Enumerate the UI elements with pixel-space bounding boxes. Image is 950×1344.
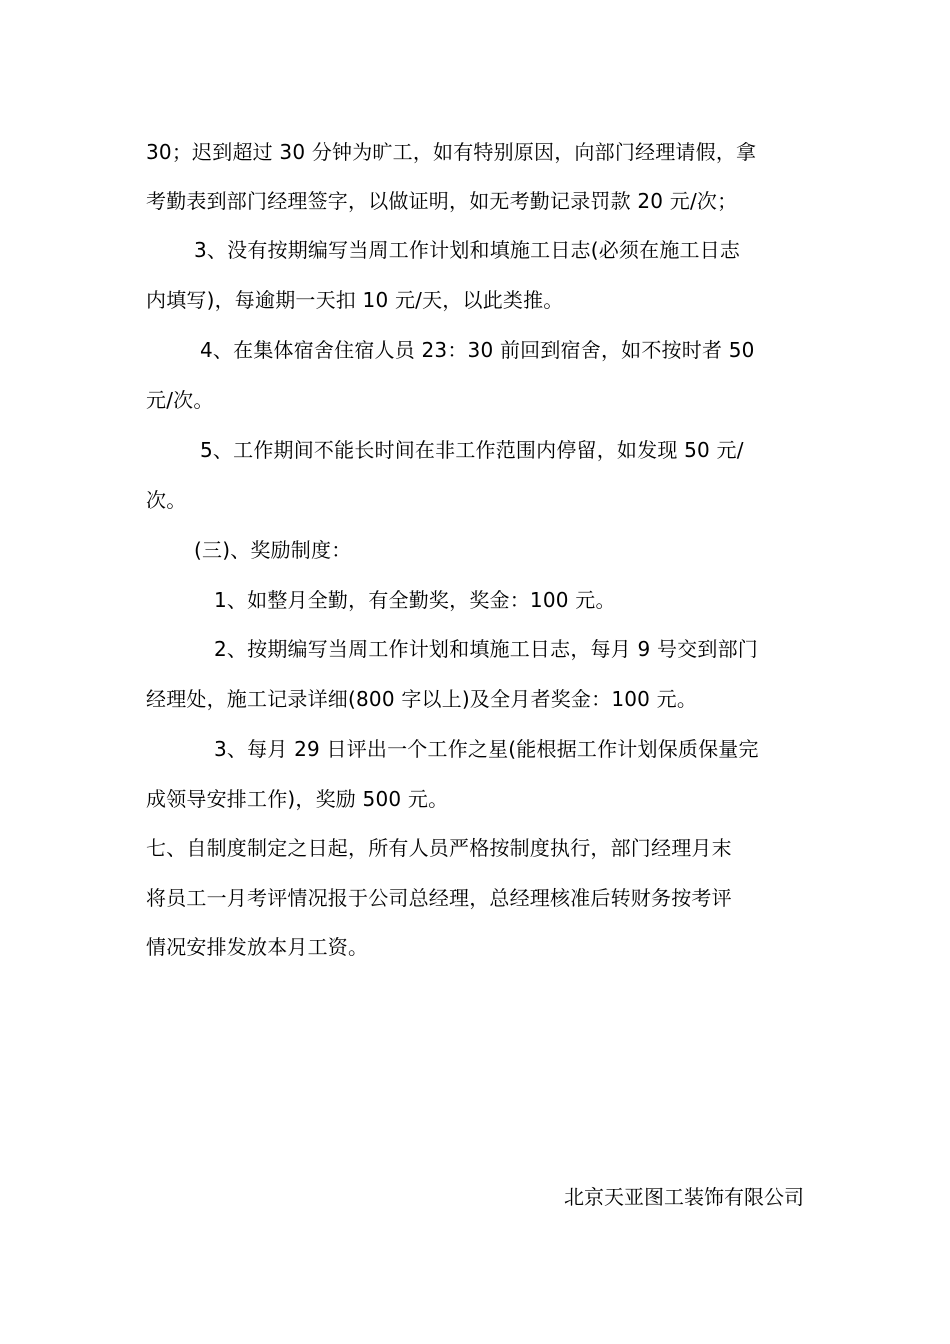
- text-line-10: 1、如整月全勤，有全勤奖，奖金：100 元。: [214, 588, 616, 612]
- text-line-11: 2、按期编写当周工作计划和填施工日志，每月 9 号交到部门: [214, 637, 758, 661]
- text-line-17: 情况安排发放本月工资。: [146, 935, 369, 959]
- text-line-16: 将员工一月考评情况报于公司总经理，总经理核准后转财务按考评: [146, 886, 732, 910]
- text-line-1: 30；迟到超过 30 分钟为旷工，如有特别原因，向部门经理请假，拿: [146, 140, 757, 164]
- text-line-12: 经理处，施工记录详细(800 字以上)及全月者奖金：100 元。: [146, 687, 698, 711]
- text-line-14: 成领导安排工作)，奖励 500 元。: [146, 787, 449, 811]
- text-line-3: 3、没有按期编写当周工作计划和填施工日志(必须在施工日志: [194, 238, 741, 262]
- text-line-13: 3、每月 29 日评出一个工作之星(能根据工作计划保质保量完: [214, 737, 759, 761]
- text-line-7: 5、工作期间不能长时间在非工作范围内停留，如发现 50 元/: [200, 438, 744, 462]
- text-line-8: 次。: [146, 488, 187, 512]
- company-signature: 北京天亚图工装饰有限公司: [564, 1185, 804, 1209]
- text-line-6: 元/次。: [146, 388, 214, 412]
- text-line-4: 内填写)，每逾期一天扣 10 元/天，以此类推。: [146, 288, 564, 312]
- text-line-5: 4、在集体宿舍住宿人员 23：30 前回到宿舍，如不按时者 50: [200, 338, 755, 362]
- section-heading-rewards: (三)、奖励制度：: [194, 538, 352, 562]
- text-line-2: 考勤表到部门经理签字，以做证明，如无考勤记录罚款 20 元/次；: [146, 189, 738, 213]
- text-line-15: 七、自制度制定之日起，所有人员严格按制度执行，部门经理月末: [146, 836, 732, 860]
